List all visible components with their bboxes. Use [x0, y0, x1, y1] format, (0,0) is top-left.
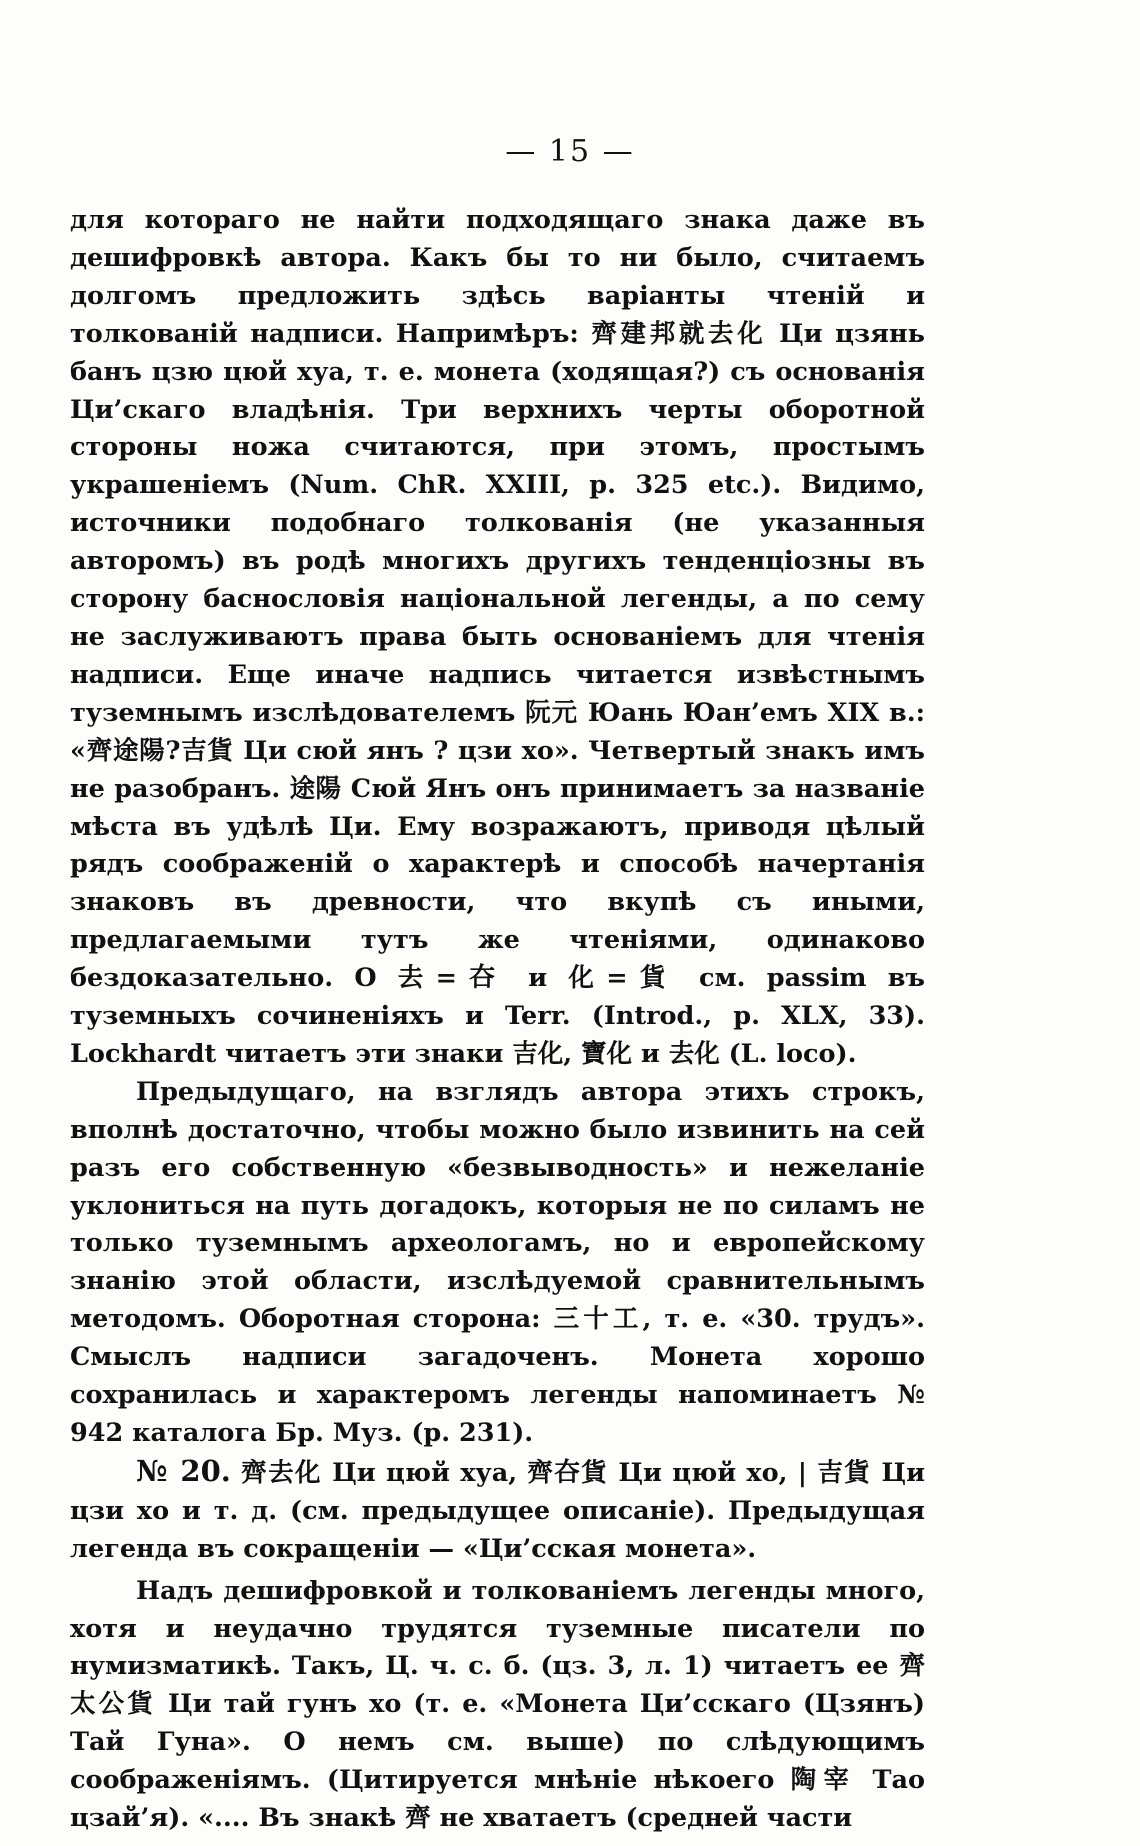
specimen-text: 齊去化 Ци цюй хуа, 齊夻貨 Ци цюй хо, | 吉貨 Ци цзи хо и т. д. (см. предыдущее описаніе). Предыдущая легенда въ сокращеніи — «Ци’сская монета».: [70, 1457, 925, 1564]
specimen-label: № 20.: [136, 1453, 231, 1488]
paragraph-text: Надъ дешифровкой и толкованіемъ легенды много, хотя и неудачно трудятся туземные писатели по нумизматикѣ. Такъ, Ц. ч. с. б. (цз. 3, л. 1) читаетъ ее 齊太公貨 Ци тай гунъ хо (т. е. «Монета Ци’сскаго (Цзянъ) Тай Гуна». О немъ см. выше) по слѣдующимъ соображеніямъ. (Цитируется мнѣніе нѣкоего 陶宰 Тао цзай’я). «.... Въ знакѣ 齊 не хватаетъ (средней части: [70, 1575, 925, 1834]
page-number: — 15 —: [505, 134, 635, 169]
specimen-entry: [70, 1453, 925, 1569]
paragraph-text: для котораго не найти подходящаго знака даже въ дешифровкѣ автора. Какъ бы то ни было, считаемъ долгомъ предложить здѣсь варіанты чтеній и толкованій надписи. Напримѣръ: 齊建邦就去化 Ци цзянь банъ цзю цюй хуа, т. е. монета (ходящая?) съ основанія Ци’скаго владѣнія. Три верхнихъ черты оборотной стороны ножа считаются, при этомъ, простымъ украшеніемъ (Num. ChR. XXIII, p. 325 etc.). Видимо, источники подобнаго толкованія (не указанныя авторомъ) въ родѣ многихъ другихъ тенденціозны въ сторону баснословія національной легенды, а по сему не заслуживаютъ права быть основаніемъ для чтенія надписи. Еще иначе надпись читается извѣстнымъ туземнымъ изслѣдователемъ 阮元 Юань Юан’емъ XIX в.: «齊途陽?吉貨 Ци сюй янъ ? цзи хо». Четвертый знакъ имъ не разобранъ. 途陽 Сюй Янъ онъ принимаетъ за названіе мѣста въ удѣлѣ Ци. Ему возражаютъ, приводя цѣлый рядъ соображеній о характерѣ и способѣ начертанія знаковъ въ древности, что вкупѣ съ иными, предлагаемыми тутъ же чтеніями, одинаково бездоказательно. О 去=夻 и 化=貨 см. passim въ туземныхъ сочиненіяхъ и Terr. (Introd., p. XLX, 33). Lockhardt читаетъ эти знаки 吉化, 寶化 и 去化 (L. loco).: [70, 205, 925, 1069]
paragraph-text: Предыдущаго, на взглядъ автора этихъ строкъ, вполнѣ достаточно, чтобы можно было извинить на сей разъ его собственную «безвыводность» и нежеланіе уклониться на путь догадокъ, которыя не по силамъ не только туземнымъ археологамъ, но и европейскому знанію этой области, изслѣдуемой сравнительнымъ методомъ. Оборотная сторона: 三十工, т. е. «30. трудъ». Смыслъ надписи загадоченъ. Монета хорошо сохранилась и характеромъ легенды напоминаетъ № 942 каталога Бр. Муз. (p. 231).: [70, 1076, 925, 1448]
page-body: [70, 202, 925, 1838]
